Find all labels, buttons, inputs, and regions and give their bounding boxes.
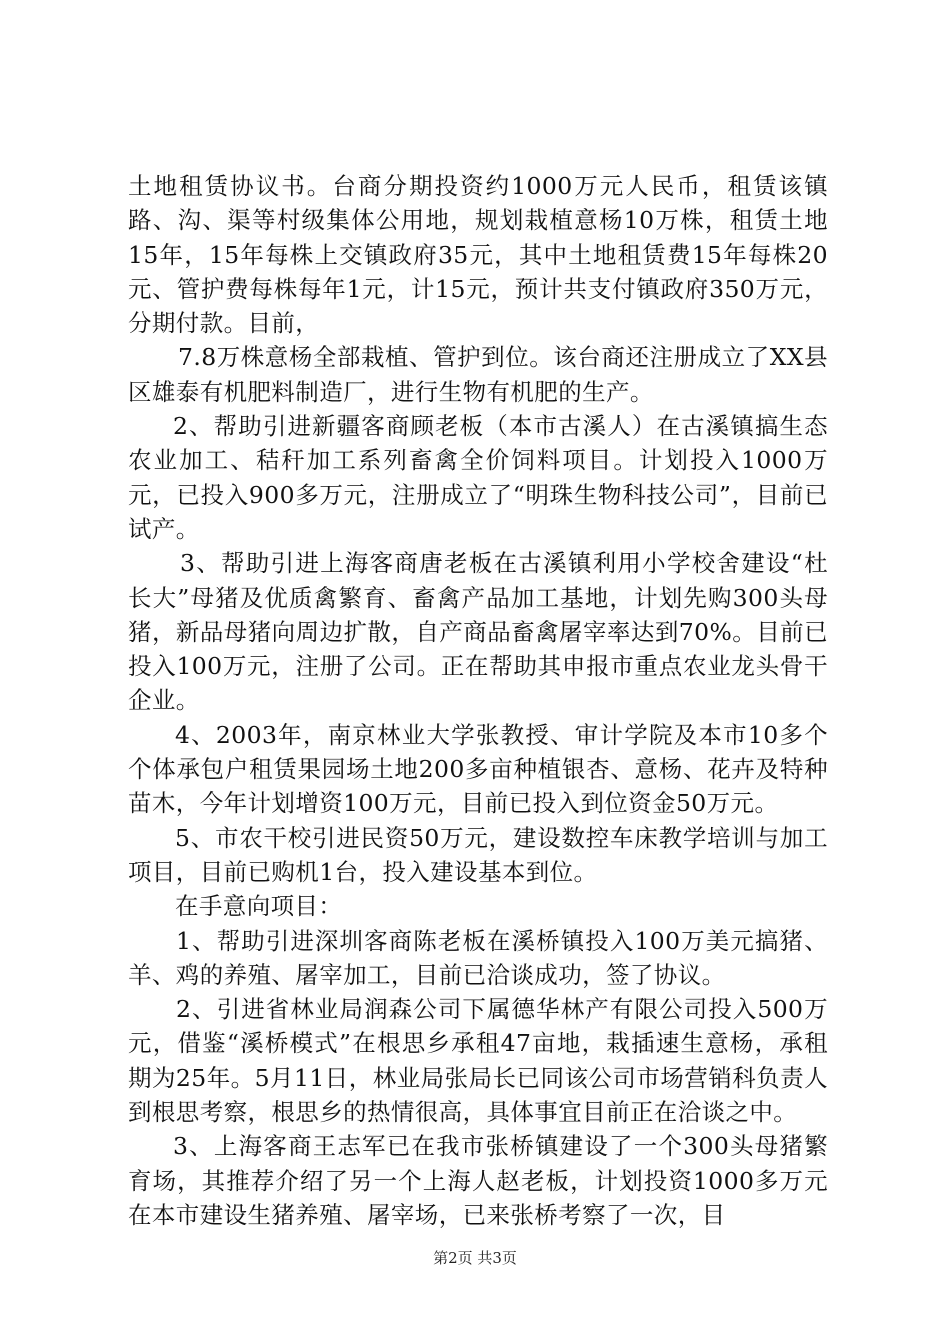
paragraph-item-5: 5、市农干校引进民资50万元，建设数控车床教学培训与加工项目，目前已购机1台，投入建设基本到位。 — [128, 823, 828, 886]
paragraph-item-2: 2、帮助引进新疆客商顾老板（本市古溪人）在古溪镇搞生态农业加工、秸秆加工系列畜禽全价饲料项目。计划投入1000万元，已投入900多万元，注册成立了“明珠生物科技公司”，目前已试产。 — [128, 412, 828, 543]
section-heading-intended-projects: 在手意向项目： — [175, 892, 343, 921]
document-body — [128, 169, 828, 1232]
paragraph-intended-1: 1、帮助引进深圳客商陈老板在溪桥镇投入100万美元搞猪、羊、鸡的养殖、屠宰加工，目前已洽谈成功，签了协议。 — [128, 926, 828, 989]
page-number: 第2页 共3页 — [433, 1249, 517, 1267]
paragraph-item-3: 3、帮助引进上海客商唐老板在古溪镇利用小学校舍建设“杜长大”母猪及优质禽繁育、畜禽产品加工基地，计划先购300头母猪，新品母猪向周边扩散，自产商品畜禽屠宰率达到70%。目前已投入100万元，注册了公司。正在帮助其申报市重点农业龙头骨干企业。 — [128, 549, 828, 715]
paragraph-intended-3: 3、上海客商王志军已在我市张桥镇建设了一个300头母猪繁育场，其推荐介绍了另一个上海人赵老板，计划投资1000多万元在本市建设生猪养殖、屠宰场，已来张桥考察了一次，目 — [128, 1132, 828, 1229]
page-footer — [0, 1248, 950, 1268]
paragraph-item-4: 4、2003年，南京林业大学张教授、审计学院及本市10多个个体承包户租赁果园场土地200多亩种植银杏、意杨、花卉及特种苗木，今年计划增资100万元，目前已投入到位资金50万元。 — [128, 720, 828, 818]
paragraph-poplar-planting: 7.8万株意杨全部栽植、管护到位。该台商还注册成立了XX县区雄泰有机肥料制造厂，进行生物有机肥的生产。 — [128, 343, 828, 406]
paragraph-intended-2: 2、引进省林业局润森公司下属德华林产有限公司投入500万元，借鉴“溪桥模式”在根思乡承租47亩地，栽插速生意杨，承租期为25年。5月11日，林业局张局长已同该公司市场营销科负责人到根思考察，根思乡的热情很高，具体事宜目前正在洽谈之中。 — [128, 995, 828, 1127]
paragraph-land-lease: 土地租赁协议书。台商分期投资约1000万元人民币，租赁该镇路、沟、渠等村级集体公用地，规划栽植意杨10万株，租赁土地15年，15年每株上交镇政府35元，其中土地租赁费15年每株20元、管护费每株每年1元，计15元，预计共支付镇政府350万元，分期付款。目前， — [128, 172, 828, 338]
